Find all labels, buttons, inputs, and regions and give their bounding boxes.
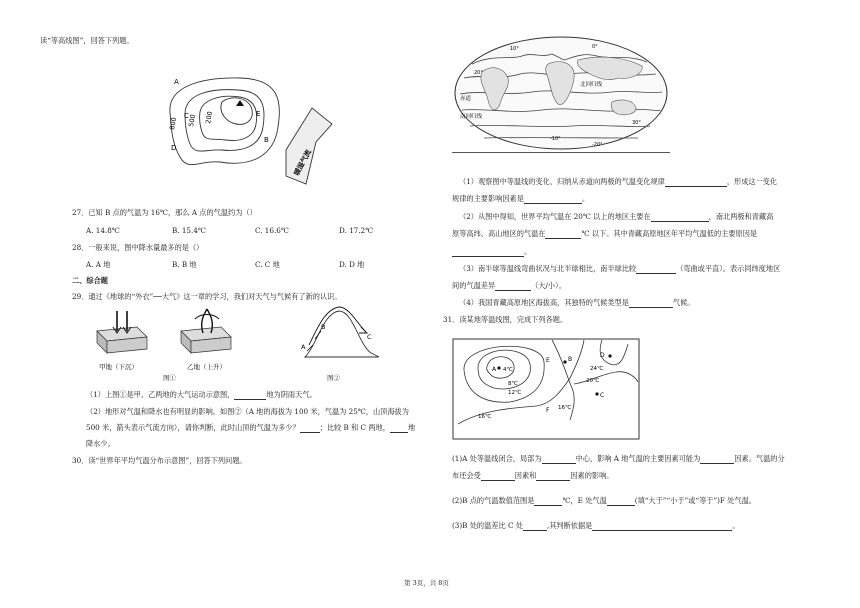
fig2-label-c: C xyxy=(367,333,372,341)
q31-label-16c-right: 16℃ xyxy=(558,405,572,411)
answer-blank[interactable] xyxy=(523,522,547,531)
answer-blank[interactable] xyxy=(700,455,734,464)
q31-label-16c-left: 16℃ xyxy=(478,414,492,420)
wind-sign-label: 暖湿气流 xyxy=(292,148,313,177)
q29-figures xyxy=(95,305,395,373)
map-label-10: 10° xyxy=(510,46,519,52)
q31-label-f: F xyxy=(546,407,550,414)
q27-option-a: A. 14.8℃ xyxy=(86,226,120,235)
q30-stem: 30．读“世界年平均气温分布示意图”，回答下列问题。 xyxy=(72,456,247,465)
answer-blank[interactable] xyxy=(629,299,673,308)
q31-label-c: C xyxy=(600,392,605,399)
q31-label-a: A xyxy=(492,366,497,373)
page-footer: 第 3页，共 8页 xyxy=(404,579,449,587)
q31-label-4c: 4℃ xyxy=(503,367,513,373)
q29-part2-line1: （2）地形对气温和降水也有明显的影响。如图②（A 地的海拔为 100 米，气温为 25℃，山顶海拔为 xyxy=(86,407,409,416)
fig1-label-jia: 甲地（下沉） xyxy=(99,363,138,371)
q30-part2-line1: （2）从图中得知，世界平均气温在 20℃ 以上的地区主要在 ，南北两极和青藏高 xyxy=(459,212,774,221)
answer-blank[interactable] xyxy=(542,455,576,464)
q31-label-8c: 8℃ xyxy=(508,381,518,387)
contour-map-figure xyxy=(160,72,340,187)
answer-blank[interactable] xyxy=(452,248,524,257)
q31-label-b: B xyxy=(568,356,573,363)
q30-part2-line3: 。 xyxy=(452,247,531,257)
q31-part1-line2: 布还会受 因素和 因素的影响。 xyxy=(452,471,614,480)
answer-blank[interactable] xyxy=(495,282,531,291)
fig2-caption: 图② xyxy=(327,374,340,382)
q29-stem: 29．通过《地球的“外衣”──大气》这一章的学习，我们对天气与气候有了新的认识。 xyxy=(72,292,342,301)
answer-blank[interactable] xyxy=(636,265,676,274)
q31-isotherm-map xyxy=(452,338,640,440)
q31-label-d: D xyxy=(600,352,605,359)
q31-part1-line1: (1)A 处等温线闭合，局部为 中心，影响 A 地气温的主要因素可能为 因素。气温的分 xyxy=(452,454,785,463)
q29-part2-line3: 降水少。 xyxy=(86,439,115,448)
q28-option-c: C. C 地 xyxy=(255,260,280,269)
answer-blank[interactable] xyxy=(234,391,266,400)
answer-blank[interactable] xyxy=(481,472,515,481)
q30-part1-line2: 规律的主要影响因素是 。 xyxy=(452,194,590,203)
q30-part1-line1: （1）观察图中等温线的变化，归纳从赤道向两极的气温变化规律 ，形成这一变化 xyxy=(459,177,778,186)
map-label-20: 20° xyxy=(474,70,483,76)
answer-blank[interactable] xyxy=(524,195,582,204)
q30-part4: （4）我国青藏高原地区海拔高，其独特的气候类型是 气候。 xyxy=(459,298,695,307)
answer-blank[interactable] xyxy=(545,230,581,239)
map-label-minus20: -20° xyxy=(592,142,603,148)
q29-part1: （1）上图①是甲、乙两地的大气运动示意图， 地为阴雨天气。 xyxy=(86,390,317,399)
contour-label-200: 200 xyxy=(204,110,215,125)
q31-label-20c: 20℃ xyxy=(586,378,600,384)
q30-part2-line2: 原等高纬、高山地区的气温在 ℃ 以下。其中青藏高原地区年平均气温低的主要原因是 xyxy=(452,229,758,238)
contour-label-c: C xyxy=(184,112,189,120)
q30-part3-line1: （3）南半球等温线弯曲状况与北半球相比，南半球比较 （弯曲或平直）。表示同纬度地区 xyxy=(459,264,781,273)
section-2-heading: 二、综合题 xyxy=(72,276,108,285)
q30-part3-line2: 间的气温差异 （大/小）。 xyxy=(452,281,566,290)
answer-blank[interactable] xyxy=(607,497,635,506)
contour-label-b: B xyxy=(264,136,269,144)
q31-part3: (3)B 处的温差比 C 处 ,其判断依据是 。 xyxy=(452,521,740,530)
q31-label-12c: 12℃ xyxy=(508,390,522,396)
q27-option-d: D. 17.2℃ xyxy=(339,226,374,235)
fig1-label-yi: 乙地（上升） xyxy=(187,363,226,371)
world-isotherm-map xyxy=(452,34,670,152)
answer-blank[interactable] xyxy=(592,522,732,531)
contour-label-800: 800 xyxy=(168,116,179,131)
contour-label-d: D xyxy=(171,144,177,152)
answer-blank[interactable] xyxy=(651,213,709,222)
answer-blank[interactable] xyxy=(536,472,570,481)
answer-blank[interactable] xyxy=(390,424,408,433)
map-label-30: 30° xyxy=(632,120,641,126)
map-label-minus10: -10° xyxy=(550,136,561,142)
contour-intro: 读“等高线图”，回答下列题。 xyxy=(40,36,134,45)
contour-label-a: A xyxy=(174,78,179,86)
map-label-tropic-south: 南回归线 xyxy=(460,114,483,120)
contour-label-500: 500 xyxy=(187,113,198,128)
answer-blank[interactable] xyxy=(534,497,562,506)
map-label-0: 0° xyxy=(592,44,598,50)
q31-part2: (2)B 点的气温数值范围是 ℃，E 处气温 (填“大于”“小于”或“等于”)F 处气温。 xyxy=(452,496,756,505)
answer-blank[interactable] xyxy=(665,178,727,187)
q27-option-b: B. 15.4℃ xyxy=(172,226,206,235)
fig2-label-b: B xyxy=(321,323,326,331)
q28-stem: 28．一般来说，图中降水量最多的是（） xyxy=(72,243,204,252)
map-divider xyxy=(452,152,670,153)
q28-option-d: D. D 地 xyxy=(339,260,365,269)
q31-label-e: E xyxy=(546,357,550,364)
contour-label-e: E xyxy=(256,110,261,118)
answer-blank[interactable] xyxy=(300,424,320,433)
map-label-equator: 赤道 xyxy=(460,96,472,102)
map-label-tropic-north: 北回归线 xyxy=(580,82,603,88)
q28-option-a: A. A 地 xyxy=(86,260,111,269)
q27-stem: 27．已知 B 点的气温为 16℃，那么 A 点的气温约为（） xyxy=(72,208,257,217)
fig1-caption: 图① xyxy=(163,374,176,382)
q31-label-24c: 24℃ xyxy=(590,366,604,372)
q29-part2-line2: 500 米，箭头表示气流方向），请你判断，此时山顶的气温为多少？ ；比较 B 和 C 两地， 地 xyxy=(86,423,416,432)
q28-option-b: B. B 地 xyxy=(172,260,197,269)
q27-option-c: C. 16.6℃ xyxy=(255,226,289,235)
fig2-label-a: A xyxy=(301,343,306,351)
q31-stem: 31．读某地等温线图，完成下列各题。 xyxy=(443,315,568,324)
